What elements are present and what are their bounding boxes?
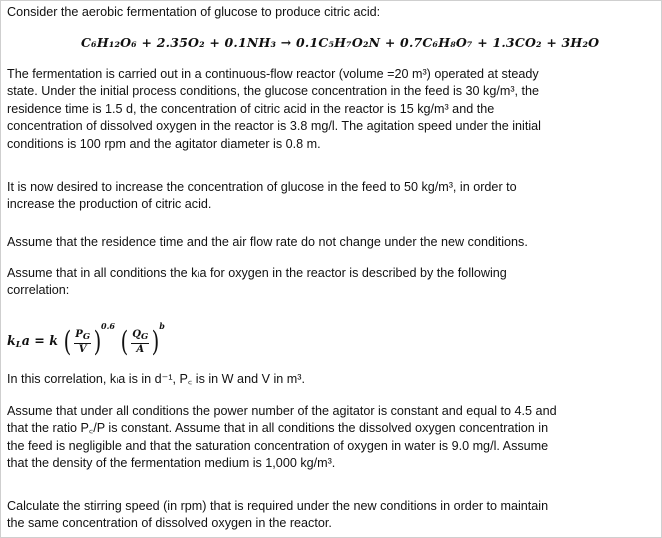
stoichiometric-equation bbox=[81, 34, 599, 51]
text-line: that the ratio P꜀/P is constant. Assume that in all conditions the dissolved oxygen concentration in bbox=[7, 421, 549, 436]
corr-qg: Q bbox=[132, 328, 141, 340]
corr-exp-06: 0.6 bbox=[101, 321, 115, 331]
question-paragraph bbox=[7, 498, 657, 533]
text-line: The fermentation is carried out in a continuous-flow reactor (volume =20 m³) operated at steady bbox=[7, 67, 539, 81]
right-paren: ) bbox=[151, 324, 160, 358]
eq-biomass: 0.1C₅H₇O₂N bbox=[296, 35, 381, 50]
eq-glucose: C₆H₁₂O₆ bbox=[81, 35, 137, 50]
text-line: increase the production of citric acid. bbox=[7, 197, 212, 212]
text-line: Assume that under all conditions the power number of the agitator is constant and equal to 4.5 and bbox=[7, 404, 557, 418]
text-line: concentration of dissolved oxygen in the reactor is 3.8 mg/l. The agitation speed under the initial bbox=[7, 119, 541, 134]
eq-ammonia: + 0.1NH₃ bbox=[209, 35, 277, 50]
eq-carbon-dioxide: + 1.3CO₂ bbox=[477, 35, 542, 50]
eq-citric-acid: + 0.7C₆H₈O₇ bbox=[384, 35, 473, 50]
corr-qg-sub: G bbox=[140, 331, 149, 342]
process-paragraph bbox=[7, 66, 657, 153]
text-line: correlation: bbox=[7, 283, 70, 298]
corr-pg: P bbox=[75, 328, 83, 340]
assumption-power bbox=[7, 403, 657, 473]
left-paren: ( bbox=[120, 324, 129, 358]
units-line: In this correlation, kₗa is in d⁻¹, P꜀ is in W and V in m³. bbox=[7, 372, 305, 386]
corr-equals: = k bbox=[34, 333, 58, 348]
text-line: It is now desired to increase the concentration of glucose in the feed to 50 kg/m³, in order to bbox=[7, 180, 517, 194]
text-line: conditions is 100 rpm and the agitator diameter is 0.8 m. bbox=[7, 136, 321, 151]
text-line: state. Under the initial process conditions, the glucose concentration in the feed is 30 kg/m³, the bbox=[7, 84, 540, 99]
eq-oxygen: + 2.35O₂ bbox=[141, 35, 205, 50]
eq-water: + 3H₂O bbox=[546, 35, 600, 50]
corr-lhs-sub: L bbox=[15, 340, 22, 350]
fraction-qg-a bbox=[131, 329, 149, 355]
text-line: the feed is negligible and that the saturation concentration of oxygen in water is 9.0 mg/l. Assume bbox=[7, 438, 549, 453]
fraction-pg-v bbox=[74, 329, 91, 355]
assumption-residence: Assume that the residence time and the air flow rate do not change under the new conditions. bbox=[7, 235, 528, 249]
right-paren: ) bbox=[93, 324, 102, 358]
corr-lhs: k bbox=[7, 333, 16, 348]
text-line: the same concentration of dissolved oxygen in the reactor. bbox=[7, 516, 332, 531]
eq-arrow: → bbox=[280, 35, 292, 50]
goal-paragraph bbox=[7, 179, 657, 214]
assumption-kla bbox=[7, 265, 657, 300]
left-paren: ( bbox=[63, 324, 72, 358]
corr-exp-b: b bbox=[159, 321, 165, 331]
kla-correlation bbox=[7, 318, 207, 360]
text-line: residence time is 1.5 d, the concentration of citric acid in the reactor is 15 kg/m³ and the bbox=[7, 101, 495, 116]
corr-v: V bbox=[78, 343, 87, 355]
text-line: Calculate the stirring speed (in rpm) that is required under the new conditions in order to maintain bbox=[7, 499, 549, 513]
intro-text: Consider the aerobic fermentation of glucose to produce citric acid: bbox=[7, 5, 381, 19]
corr-lhs-a: a bbox=[21, 333, 30, 348]
corr-pg-sub: G bbox=[82, 331, 91, 342]
corr-a: A bbox=[136, 343, 145, 355]
text-line: Assume that in all conditions the kₗa for oxygen in the reactor is described by the following bbox=[7, 266, 507, 280]
text-line: that the density of the fermentation medium is 1,000 kg/m³. bbox=[7, 456, 336, 471]
